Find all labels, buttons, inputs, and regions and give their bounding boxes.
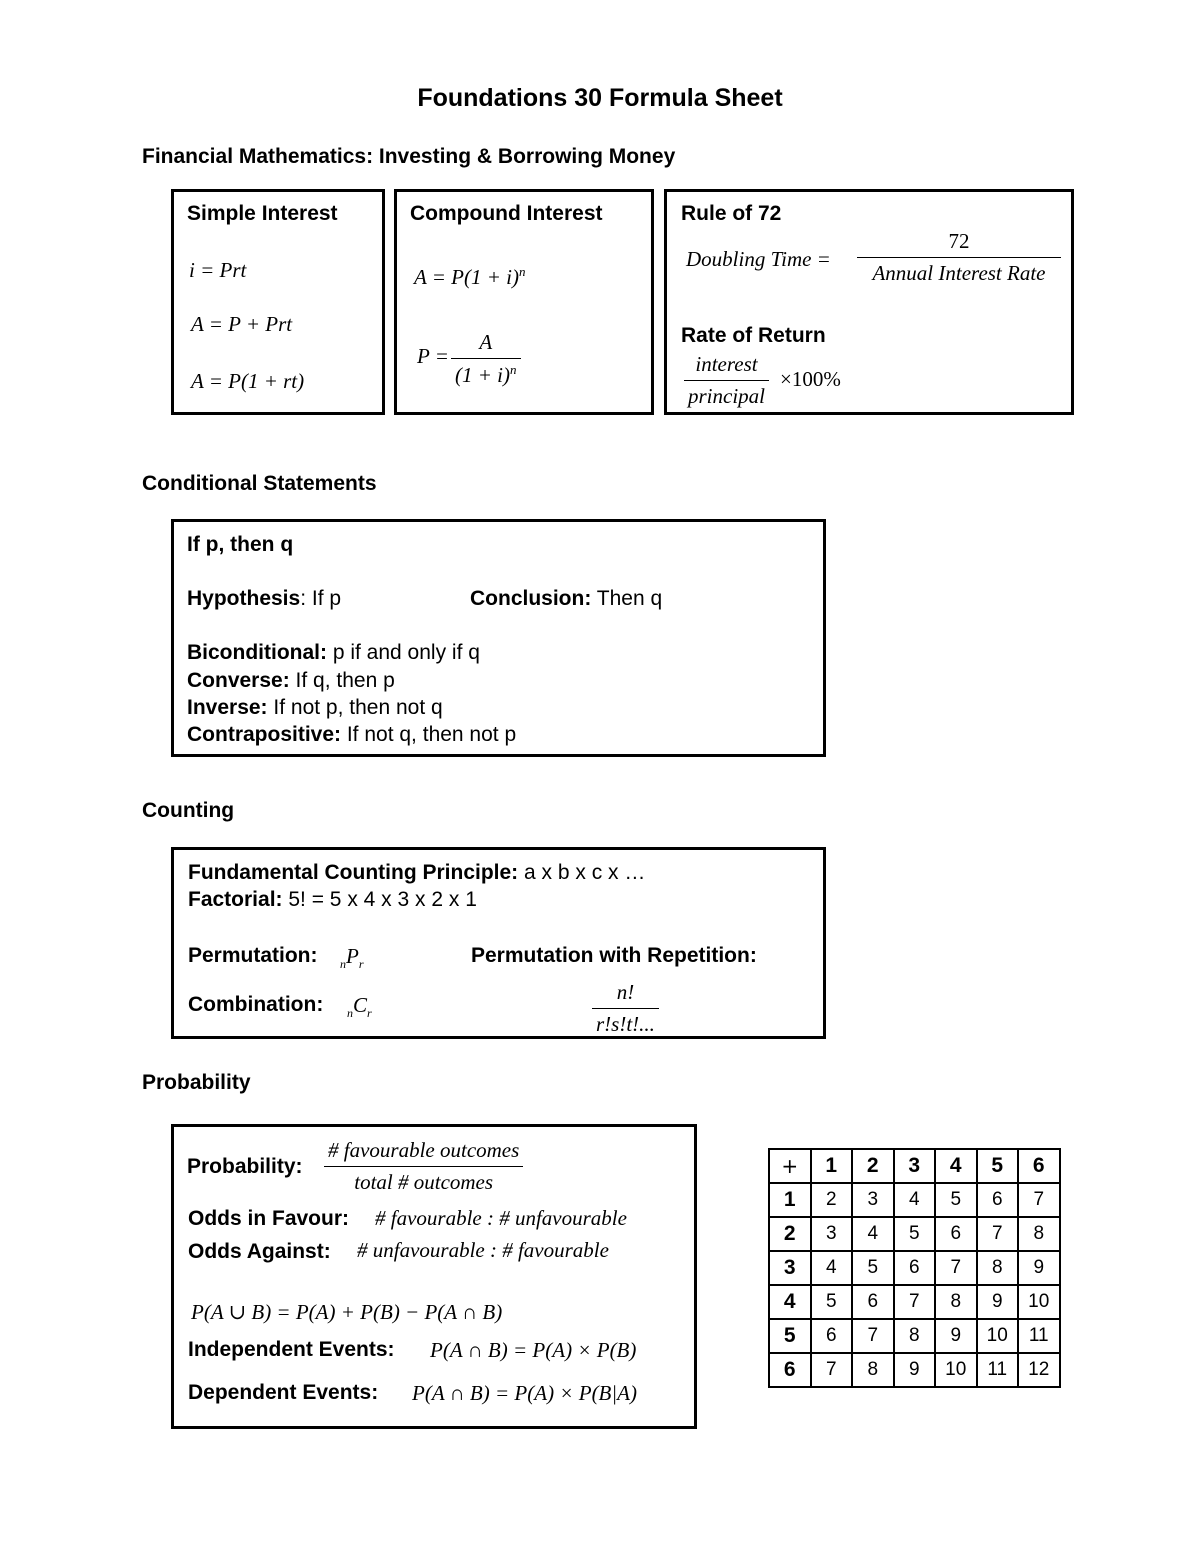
dice-sum-cell: 6 — [935, 1217, 977, 1251]
dice-sum-table — [768, 1148, 1061, 1388]
odds-favour-label: Odds in Favour: — [188, 1207, 350, 1230]
compound-formula-1-base: A = P(1 + i) — [414, 265, 519, 289]
inverse-line — [187, 696, 443, 720]
dice-column-header: 4 — [935, 1149, 977, 1183]
dependent-formula: P(A ∩ B) = P(A) × P(B|A) — [412, 1381, 637, 1405]
combination-label: Combination: — [188, 993, 324, 1016]
rate-of-return-den: principal — [688, 384, 765, 408]
dice-sum-cell: 5 — [852, 1251, 894, 1285]
dice-sum-cell: 9 — [935, 1319, 977, 1353]
conditional-statement: If p, then q — [187, 533, 294, 556]
dice-row-header: 6 — [769, 1353, 811, 1387]
contrapositive-value: If not q, then not p — [341, 723, 517, 746]
rule-of-72-lhs: Doubling Time = — [686, 247, 831, 271]
dice-row — [769, 1353, 1060, 1387]
dice-sum-cell: 8 — [935, 1285, 977, 1319]
odds-favour-value: # favourable : # unfavourable — [375, 1206, 627, 1230]
probability-box — [171, 1124, 697, 1429]
dice-sum-cell: 10 — [935, 1353, 977, 1387]
dice-sum-cell: 2 — [811, 1183, 853, 1217]
dice-sum-cell: 8 — [977, 1251, 1019, 1285]
dice-row — [769, 1285, 1060, 1319]
dice-column-header: 2 — [852, 1149, 894, 1183]
dice-row-header: 2 — [769, 1217, 811, 1251]
counting-heading: Counting — [142, 799, 235, 822]
dice-row — [769, 1319, 1060, 1353]
permutation-n: n — [340, 957, 346, 972]
converse-line — [187, 669, 395, 693]
probability-fraction — [324, 1138, 523, 1195]
simple-formula-3: A = P(1 + rt) — [191, 369, 305, 393]
dice-row-header: 4 — [769, 1285, 811, 1319]
combination-r: r — [367, 1006, 372, 1021]
repetition-label: Permutation with Repetition: — [471, 944, 757, 967]
simple-interest-label: Simple Interest — [187, 202, 338, 225]
dice-column-header: 3 — [894, 1149, 936, 1183]
fcp-line — [188, 861, 645, 885]
dice-sum-cell: 11 — [1018, 1319, 1060, 1353]
rate-of-return-num: interest — [695, 352, 758, 376]
dice-row — [769, 1251, 1060, 1285]
compound-interest-box — [394, 189, 654, 415]
hypothesis-label: Hypothesis — [187, 587, 301, 610]
combination-c: C — [353, 993, 368, 1017]
hypothesis-line — [187, 587, 341, 611]
inverse-value: If not p, then not q — [267, 696, 443, 719]
dice-sum-cell: 9 — [977, 1285, 1019, 1319]
biconditional-value: p if and only if q — [327, 641, 480, 664]
dice-row-header: 5 — [769, 1319, 811, 1353]
dice-sum-cell: 7 — [977, 1217, 1019, 1251]
odds-against-label: Odds Against: — [188, 1240, 331, 1263]
dice-sum-cell: 6 — [894, 1251, 936, 1285]
compound-formula-2-fraction — [451, 330, 521, 388]
dice-row — [769, 1183, 1060, 1217]
repetition-den: r!s!t!... — [596, 1012, 655, 1036]
dice-corner-cell: + — [769, 1149, 811, 1183]
contrapositive-line — [187, 723, 516, 747]
dice-row-header: 1 — [769, 1183, 811, 1217]
repetition-fraction — [592, 980, 659, 1037]
simple-formula-2: A = P + Prt — [191, 312, 293, 336]
hypothesis-value: : If p — [300, 587, 342, 610]
dice-sum-cell: 9 — [1018, 1251, 1060, 1285]
contrapositive-label: Contrapositive: — [187, 723, 342, 746]
dice-row-header: 3 — [769, 1251, 811, 1285]
permutation-notation — [340, 944, 364, 972]
permutation-r: r — [358, 957, 364, 972]
conditional-box — [171, 519, 826, 757]
dice-sum-cell: 4 — [894, 1183, 936, 1217]
dice-sum-table-body — [769, 1149, 1060, 1387]
dice-sum-cell: 4 — [811, 1251, 853, 1285]
dice-sum-cell: 6 — [977, 1183, 1019, 1217]
compound-formula-1 — [414, 264, 525, 290]
combination-line — [188, 993, 323, 1017]
dice-sum-cell: 5 — [894, 1217, 936, 1251]
dice-sum-cell: 7 — [852, 1319, 894, 1353]
converse-label: Converse: — [187, 669, 290, 692]
dice-column-header: 6 — [1018, 1149, 1060, 1183]
dice-sum-cell: 10 — [1018, 1285, 1060, 1319]
dice-row — [769, 1217, 1060, 1251]
rule-of-72-den: Annual Interest Rate — [872, 261, 1046, 285]
dice-column-header: 1 — [811, 1149, 853, 1183]
conditional-heading: Conditional Statements — [142, 472, 377, 495]
dependent-label: Dependent Events: — [188, 1381, 379, 1404]
repetition-num: n! — [616, 980, 635, 1004]
probability-label: Probability: — [187, 1155, 303, 1178]
dice-sum-cell: 11 — [977, 1353, 1019, 1387]
biconditional-label: Biconditional: — [187, 641, 327, 664]
biconditional-line — [187, 641, 480, 665]
permutation-p: P — [346, 944, 359, 968]
rule-of-72-num: 72 — [948, 229, 970, 253]
compound-formula-1-exp: n — [518, 264, 526, 279]
conclusion-line — [470, 587, 662, 611]
rate-of-return-fraction — [684, 352, 769, 409]
dice-sum-cell: 4 — [852, 1217, 894, 1251]
compound-interest-label: Compound Interest — [410, 202, 603, 225]
factorial-label: Factorial: — [188, 888, 283, 911]
rate-of-return-suffix: ×100% — [780, 367, 841, 391]
dice-sum-cell: 7 — [811, 1353, 853, 1387]
dice-column-header: 5 — [977, 1149, 1019, 1183]
counting-box — [171, 847, 826, 1039]
dice-sum-cell: 5 — [935, 1183, 977, 1217]
compound-formula-2-den-exp: n — [510, 362, 517, 377]
probability-den: total # outcomes — [354, 1170, 494, 1194]
dice-sum-cell: 8 — [1018, 1217, 1060, 1251]
odds-against-value: # unfavourable : # favourable — [357, 1238, 609, 1262]
dice-header-row — [769, 1149, 1060, 1183]
combination-n: n — [347, 1006, 353, 1021]
conclusion-label: Conclusion: — [470, 587, 592, 610]
independent-label: Independent Events: — [188, 1338, 395, 1361]
compound-formula-2-den — [451, 359, 521, 388]
compound-formula-2-den-base: (1 + i) — [455, 363, 510, 387]
rate-of-return-label: Rate of Return — [681, 324, 826, 347]
probability-heading: Probability — [142, 1071, 251, 1094]
rule-of-72-label: Rule of 72 — [681, 202, 782, 225]
independent-formula: P(A ∩ B) = P(A) × P(B) — [430, 1338, 637, 1362]
factorial-line — [188, 888, 477, 912]
dice-sum-cell: 6 — [811, 1319, 853, 1353]
dice-sum-cell: 5 — [811, 1285, 853, 1319]
dice-sum-cell: 7 — [1018, 1183, 1060, 1217]
dice-sum-cell: 3 — [852, 1183, 894, 1217]
factorial-value: 5! = 5 x 4 x 3 x 2 x 1 — [282, 888, 477, 911]
dice-sum-cell: 8 — [852, 1353, 894, 1387]
permutation-label: Permutation: — [188, 944, 318, 967]
union-formula: P(A ∪ B) = P(A) + P(B) − P(A ∩ B) — [191, 1300, 503, 1324]
dice-sum-cell: 10 — [977, 1319, 1019, 1353]
dice-sum-cell: 12 — [1018, 1353, 1060, 1387]
page-title: Foundations 30 Formula Sheet — [417, 84, 783, 112]
conclusion-value: Then q — [591, 587, 663, 610]
combination-notation — [347, 993, 372, 1021]
rule-of-72-box — [664, 189, 1074, 415]
simple-interest-box — [171, 189, 385, 415]
dice-sum-cell: 6 — [852, 1285, 894, 1319]
compound-formula-2-lhs: P = — [417, 344, 449, 368]
probability-num: # favourable outcomes — [328, 1138, 520, 1162]
fcp-value: a x b x c x … — [518, 861, 646, 884]
dice-sum-cell: 8 — [894, 1319, 936, 1353]
dice-sum-cell: 7 — [935, 1251, 977, 1285]
dice-sum-cell: 7 — [894, 1285, 936, 1319]
inverse-label: Inverse: — [187, 696, 268, 719]
rule-of-72-fraction — [857, 229, 1061, 286]
dice-sum-cell: 9 — [894, 1353, 936, 1387]
fcp-label: Fundamental Counting Principle: — [188, 861, 519, 884]
dice-sum-cell: 3 — [811, 1217, 853, 1251]
financial-heading: Financial Mathematics: Investing & Borrowing Money — [142, 145, 676, 168]
compound-formula-2-num: A — [479, 330, 493, 354]
converse-value: If q, then p — [289, 669, 395, 692]
permutation-line — [188, 944, 318, 968]
simple-formula-1: i = Prt — [189, 258, 247, 282]
